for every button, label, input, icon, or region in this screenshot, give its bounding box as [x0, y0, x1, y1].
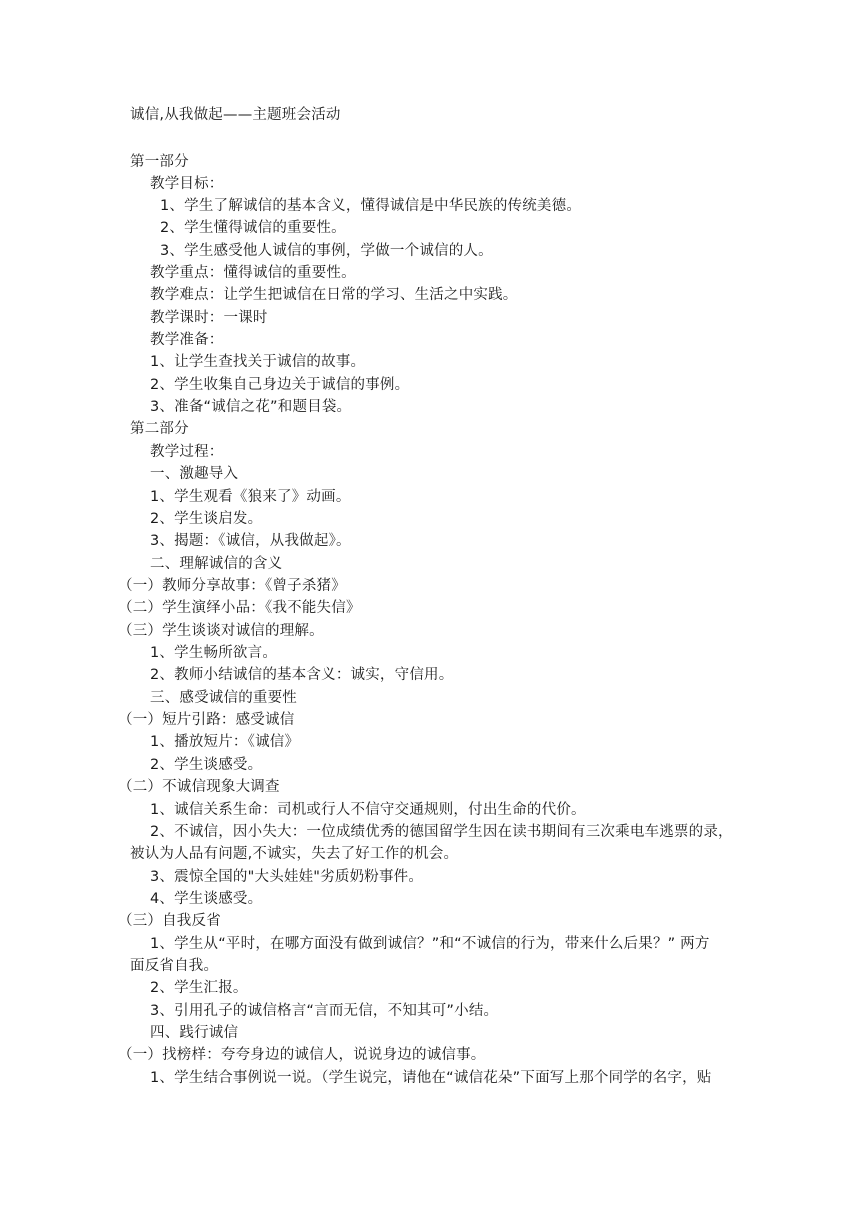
list-item: （一）找榜样：夸夸身边的诚信人，说说身边的诚信事。 [118, 1047, 486, 1063]
subheading: 四、践行诚信 [150, 1025, 239, 1041]
paragraph-line: 教学课时：一课时 [150, 310, 268, 326]
section-heading: 第二部分 [130, 421, 189, 437]
paragraph-line: 教学过程： [150, 444, 224, 460]
list-item: （一）教师分享故事：《曾子杀猪》 [118, 578, 346, 594]
list-item: 2、学生汇报。 [150, 980, 248, 996]
subheading: 一、激趣导入 [150, 466, 239, 482]
list-item: （三）自我反省 [118, 913, 221, 929]
list-item: 2、教师小结诚信的基本含义：诚实，守信用。 [150, 667, 454, 683]
list-item: 3、揭题：《诚信，从我做起》。 [150, 533, 351, 549]
paragraph-line: 教学重点：懂得诚信的重要性。 [150, 265, 356, 281]
list-item: 3、震惊全国的"大头娃娃"劣质奶粉事件。 [150, 869, 424, 885]
list-item: 3、引用孔子的诚信格言“言而无信，不知其可”小结。 [150, 1003, 499, 1019]
section-heading: 第一部分 [130, 154, 189, 170]
list-item: 4、学生谈感受。 [150, 891, 263, 907]
subheading: 二、理解诚信的含义 [150, 556, 283, 572]
list-item: （一）短片引路：感受诚信 [118, 712, 295, 728]
paragraph-line: 教学目标： [150, 176, 224, 192]
paragraph-line: 教学难点：让学生把诚信在日常的学习、生活之中实践。 [150, 287, 518, 303]
list-item: 1、让学生查找关于诚信的故事。 [150, 354, 366, 370]
list-item: （二）不诚信现象大调查 [118, 779, 280, 795]
list-item: 1、播放短片：《诚信》 [150, 734, 300, 750]
list-item: 1、学生观看《狼来了》动画。 [150, 489, 351, 505]
list-item: （三）学生谈谈对诚信的理解。 [118, 623, 324, 639]
list-item: 2、学生谈感受。 [150, 757, 263, 773]
list-item: 2、学生懂得诚信的重要性。 [160, 220, 346, 236]
list-item: 1、学生结合事例说一说。（学生说完，请他在“诚信花朵”下面写上那个同学的名字，贴 [150, 1070, 712, 1086]
list-item: 2、学生收集自己身边关于诚信的事例。 [150, 377, 410, 393]
list-item: 1、学生从“平时，在哪方面没有做到诚信？”和“不诚信的行为，带来什么后果？” 两方 [150, 936, 710, 952]
list-item: 1、诚信关系生命：司机或行人不信守交通规则，付出生命的代价。 [150, 802, 586, 818]
list-item: 3、准备“诚信之花”和题目袋。 [150, 399, 352, 415]
list-item: 2、学生谈启发。 [150, 511, 263, 527]
list-item: 2、不诚信，因小失大：一位成绩优秀的德国留学生因在读书期间有三次乘电车逃票的录， [150, 824, 733, 840]
list-item: （二）学生演绎小品：《我不能失信》 [118, 600, 361, 616]
list-item: 3、学生感受他人诚信的事例，学做一个诚信的人。 [160, 243, 493, 259]
paragraph-line: 被认为人品有问题,不诚实，失去了好工作的机会。 [130, 846, 459, 862]
paragraph-line: 面反省自我。 [130, 958, 219, 974]
document-title: 诚信,从我做起——主题班会活动 [130, 107, 341, 123]
subheading: 三、感受诚信的重要性 [150, 690, 297, 706]
list-item: 1、学生了解诚信的基本含义，懂得诚信是中华民族的传统美德。 [160, 198, 582, 214]
list-item: 1、学生畅所欲言。 [150, 645, 278, 661]
paragraph-line: 教学准备： [150, 332, 224, 348]
